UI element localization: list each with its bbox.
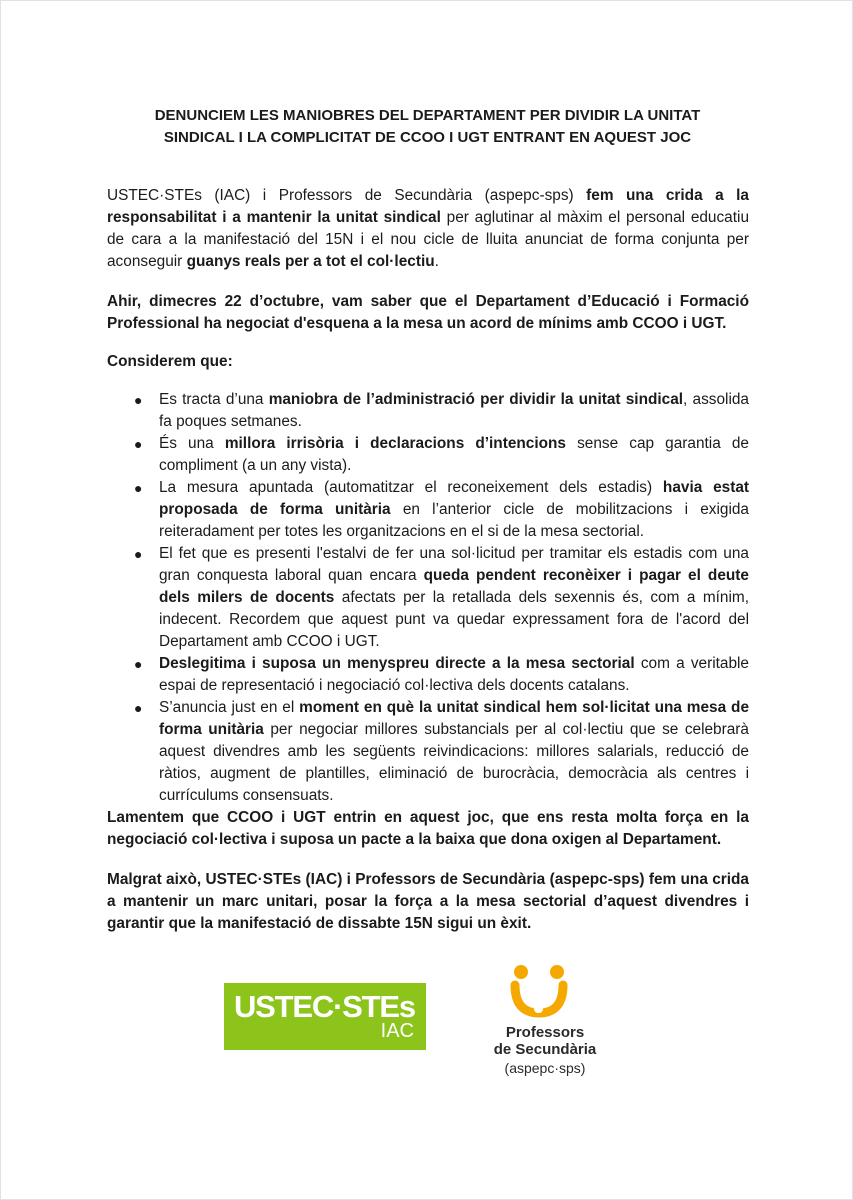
prof-logo-line-2: de Secundària <box>493 1041 597 1058</box>
title-line-1: DENUNCIEM LES MANIOBRES DEL DEPARTAMENT PER DIVIDIR LA UNITAT <box>154 107 701 124</box>
bullet-icon: ● <box>134 480 143 496</box>
bullet-icon: ● <box>134 700 143 716</box>
ustec-logo-subtext: IAC <box>380 1020 414 1042</box>
ustec-stes-logo <box>224 983 426 1050</box>
list-item: ● S’anuncia just en el moment en què la unitat sindical hem sol·licitat una mesa de forma unitària per negociar millores substancials per al col·lectiu que se celebrarà aquest divendres amb les següents reivindicacions: millores salarials, reducció de ràtios, augment de plantilles, eliminació de burocràcia, democràcia als centres i currículums consensuats. <box>134 699 750 804</box>
bullet-icon: ● <box>134 392 143 408</box>
closing-paragraph: Malgrat això, USTEC·STEs (IAC) i Professors de Secundària (aspepc-sps) fem una crida a mantenir un marc unitari, posar la força a la mesa sectorial d’aquest divendres i garantir que la manifestació de dissabte 15N sigui un èxit. <box>107 871 749 932</box>
list-item: ● Es tracta d’una maniobra de l’administració per dividir la unitat sindical, assolida fa poques setmanes. <box>134 391 749 430</box>
list-item: ● El fet que es presenti l'estalvi de fer una sol·licitud per tramitar els estadis com una gran conquesta laboral quan encara queda pendent reconèixer i pagar el deute dels milers de docents afectats per la retallada dels sexennis és, com a mínim, indecent. Recordem que aquest punt va quedar expressament fora de l'acord del Departament amb CCOO i UGT. <box>134 545 749 650</box>
bullet-icon: ● <box>134 656 143 672</box>
intro-text-1: USTEC·STEs (IAC) i Professors de Secundària (aspepc-sps) <box>107 187 587 204</box>
smiley-people-icon <box>509 961 573 1019</box>
intro-paragraph <box>107 185 749 273</box>
intro-text-3: . <box>434 253 439 270</box>
considerations-list <box>107 389 749 807</box>
intro-bold-2: guanys reals per a tot el col·lectiu <box>186 253 435 270</box>
news-paragraph: Ahir, dimecres 22 d’octubre, vam saber que el Departament d’Educació i Formació Professional ha negociat d'esquena a la mesa un acord de mínims amb CCOO i UGT. <box>107 293 749 332</box>
intro-text-2: per aglutinar al màxim el personal educatiu de cara a la manifestació del 15N i el nou cicle de lluita anunciat de forma conjunta per aconseguir <box>107 209 750 270</box>
bullet-icon: ● <box>134 546 143 562</box>
list-item: ● La mesura apuntada (automatitzar el reconeixement dels estadis) havia estat proposada de forma unitària en l’anterior cicle de mobilitzacions i exigida reiteradament per totes les organitzacions en el si de la mesa sectorial. <box>134 479 750 540</box>
lament-paragraph: Lamentem que CCOO i UGT entrin en aquest joc, que ens resta molta força en la negociació col·lectiva i suposa un pacte a la baixa que dona oxigen al Departament. <box>107 809 749 848</box>
bullet-icon: ● <box>134 436 143 452</box>
consider-heading: Considerem que: <box>107 353 233 370</box>
intro-bold-1: fem una crida a la responsabilitat i a mantenir la unitat sindical <box>107 187 749 226</box>
ustec-logo-text: USTEC·STEs <box>234 989 415 1024</box>
professors-secundaria-logo <box>471 961 621 1081</box>
list-item: ● Deslegitima i suposa un menyspreu directe a la mesa sectorial com a veritable espai de representació i negociació col·lectiva dels docents catalans. <box>134 655 749 694</box>
list-item: ● És una millora irrisòria i declaracions d’intencions sense cap garantia de compliment (a un any vista). <box>134 435 749 474</box>
prof-logo-line-3: (aspepc·sps) <box>504 1060 586 1076</box>
document-title <box>101 105 754 149</box>
title-line-2: SINDICAL I LA COMPLICITAT DE CCOO I UGT ENTRANT EN AQUEST JOC <box>163 129 692 146</box>
prof-logo-line-1: Professors <box>505 1024 585 1041</box>
